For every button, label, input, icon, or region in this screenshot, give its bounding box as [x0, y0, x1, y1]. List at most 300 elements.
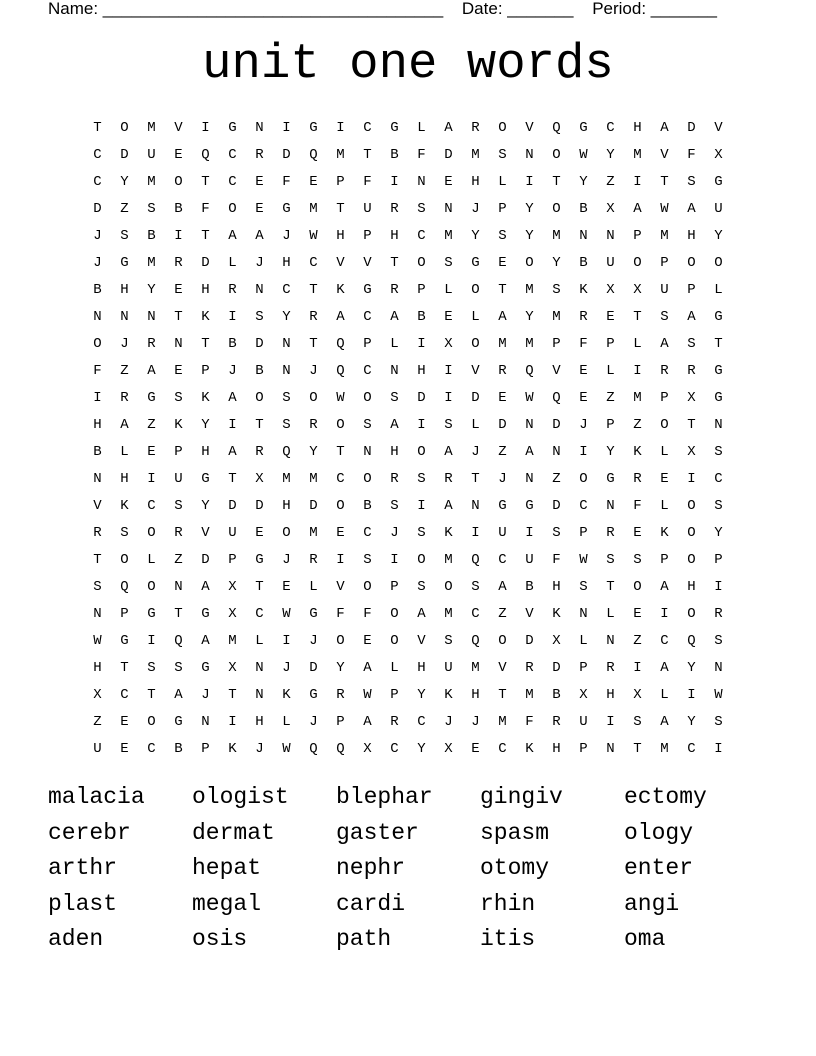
grid-letter: M	[309, 524, 318, 541]
grid-letter: M	[660, 227, 669, 244]
grid-letter: Z	[606, 173, 615, 190]
grid-letter: E	[444, 173, 453, 190]
grid-letter: T	[471, 470, 480, 487]
period-field-label: Period: _______	[592, 0, 717, 18]
grid-letter: J	[282, 227, 291, 244]
grid-letter: P	[201, 362, 210, 379]
grid-letter: O	[417, 443, 426, 460]
grid-letter: T	[174, 308, 183, 325]
grid-letter: X	[228, 605, 237, 622]
grid-letter: N	[174, 578, 183, 595]
grid-letter: M	[471, 146, 480, 163]
grid-letter: V	[417, 632, 426, 649]
grid-letter: Z	[120, 362, 129, 379]
grid-letter: V	[714, 119, 723, 136]
grid-letter: M	[228, 632, 237, 649]
grid-letter: X	[687, 443, 696, 460]
grid-letter: C	[282, 281, 291, 298]
grid-letter: Y	[714, 524, 723, 541]
grid-letter: A	[228, 443, 237, 460]
grid-letter: T	[552, 173, 561, 190]
grid-letter: H	[93, 659, 102, 676]
grid-letter: P	[174, 443, 183, 460]
grid-letter: G	[498, 497, 507, 514]
grid-letter: P	[579, 524, 588, 541]
grid-letter: N	[255, 659, 264, 676]
grid-letter: J	[93, 227, 102, 244]
grid-letter: D	[552, 659, 561, 676]
grid-letter: Q	[201, 146, 210, 163]
word-bank-item: otomy	[480, 855, 550, 881]
grid-letter: K	[282, 686, 291, 703]
grid-letter: H	[606, 686, 615, 703]
grid-letter: Q	[336, 740, 345, 757]
word-bank-item: spasm	[480, 819, 550, 846]
grid-letter: X	[444, 740, 453, 757]
grid-letter: X	[714, 146, 723, 163]
grid-letter: S	[120, 524, 129, 541]
grid-letter: I	[417, 335, 426, 352]
grid-letter: N	[417, 173, 426, 190]
grid-letter: V	[525, 119, 534, 136]
grid-letter: U	[579, 713, 588, 730]
grid-letter: R	[228, 281, 237, 298]
grid-letter: I	[525, 524, 534, 541]
grid-letter: G	[363, 281, 372, 298]
grid-letter: T	[633, 308, 642, 325]
grid-letter: Z	[147, 416, 156, 433]
grid-letter: J	[282, 659, 291, 676]
grid-letter: V	[336, 254, 345, 271]
grid-letter: R	[120, 389, 129, 406]
grid-letter: W	[363, 686, 372, 703]
grid-letter: S	[174, 659, 183, 676]
grid-letter: G	[282, 200, 291, 217]
grid-letter: A	[633, 200, 642, 217]
grid-letter: P	[390, 686, 399, 703]
grid-letter: T	[660, 173, 669, 190]
grid-letter: H	[93, 416, 102, 433]
grid-letter: P	[606, 335, 615, 352]
grid-letter: X	[552, 632, 561, 649]
grid-letter: N	[606, 497, 615, 514]
grid-letter: I	[282, 632, 291, 649]
grid-letter: B	[255, 362, 264, 379]
word-bank-item: oma	[624, 926, 666, 952]
grid-letter: X	[606, 200, 615, 217]
grid-letter: S	[471, 578, 480, 595]
grid-letter: L	[390, 659, 399, 676]
grid-letter: R	[255, 146, 264, 163]
grid-letter: Y	[579, 173, 588, 190]
grid-letter: S	[147, 200, 156, 217]
grid-letter: B	[93, 281, 102, 298]
grid-letter: O	[336, 632, 345, 649]
grid-letter: S	[147, 659, 156, 676]
grid-letter: Y	[201, 416, 210, 433]
grid-letter: G	[120, 632, 129, 649]
grid-letter: M	[444, 551, 453, 568]
grid-letter: G	[147, 605, 156, 622]
grid-letter: T	[633, 740, 642, 757]
grid-letter: E	[255, 200, 264, 217]
grid-letter: N	[93, 308, 102, 325]
grid-letter: Q	[174, 632, 183, 649]
grid-letter: Z	[93, 713, 102, 730]
grid-letter: P	[201, 740, 210, 757]
grid-letter: G	[471, 254, 480, 271]
grid-letter: F	[363, 173, 372, 190]
grid-letter: I	[417, 497, 426, 514]
grid-letter: Q	[282, 443, 291, 460]
grid-letter: B	[93, 443, 102, 460]
grid-letter: C	[687, 740, 696, 757]
grid-letter: H	[120, 281, 129, 298]
grid-letter: Y	[417, 686, 426, 703]
grid-letter: L	[471, 308, 480, 325]
grid-letter: F	[336, 605, 345, 622]
grid-letter: M	[444, 605, 453, 622]
grid-letter: G	[255, 551, 264, 568]
grid-letter: Q	[336, 335, 345, 352]
grid-letter: H	[687, 227, 696, 244]
word-bank	[48, 780, 768, 958]
grid-letter: A	[444, 443, 453, 460]
grid-letter: I	[660, 605, 669, 622]
grid-letter: O	[687, 524, 696, 541]
grid-letter: S	[687, 173, 696, 190]
grid-letter: O	[633, 254, 642, 271]
word-bank-item: gaster	[336, 819, 419, 846]
grid-letter: O	[687, 254, 696, 271]
grid-letter: I	[633, 659, 642, 676]
grid-letter: O	[498, 632, 507, 649]
grid-letter: G	[120, 254, 129, 271]
grid-letter: D	[471, 389, 480, 406]
grid-letter: R	[498, 362, 507, 379]
grid-letter: G	[714, 173, 723, 190]
grid-letter: D	[93, 200, 102, 217]
grid-letter: J	[498, 470, 507, 487]
grid-letter: U	[444, 659, 453, 676]
grid-letter: I	[687, 470, 696, 487]
grid-letter: N	[525, 146, 534, 163]
grid-letter: U	[606, 254, 615, 271]
grid-letter: Y	[336, 659, 345, 676]
grid-letter: C	[498, 740, 507, 757]
word-bank-item: cardi	[336, 890, 406, 917]
grid-letter: X	[363, 740, 372, 757]
grid-letter: R	[309, 308, 318, 325]
grid-letter: U	[363, 200, 372, 217]
grid-letter: T	[255, 416, 264, 433]
grid-letter: E	[606, 308, 615, 325]
grid-letter: D	[201, 254, 210, 271]
grid-letter: I	[336, 551, 345, 568]
grid-letter: P	[579, 659, 588, 676]
grid-letter: A	[498, 308, 507, 325]
grid-letter: K	[201, 389, 210, 406]
grid-letter: Q	[120, 578, 129, 595]
grid-letter: L	[444, 281, 453, 298]
grid-letter: W	[714, 686, 723, 703]
grid-letter: J	[309, 713, 318, 730]
grid-letter: B	[525, 578, 534, 595]
grid-letter: L	[255, 632, 264, 649]
grid-letter: R	[390, 470, 399, 487]
word-bank-item: osis	[192, 926, 248, 952]
grid-letter: C	[363, 524, 372, 541]
grid-letter: X	[606, 281, 615, 298]
grid-letter: Y	[282, 308, 291, 325]
grid-letter: R	[525, 659, 534, 676]
grid-letter: E	[660, 470, 669, 487]
grid-letter: W	[282, 605, 291, 622]
grid-letter: O	[660, 416, 669, 433]
grid-letter: B	[174, 200, 183, 217]
grid-letter: H	[390, 227, 399, 244]
grid-letter: D	[255, 335, 264, 352]
grid-letter: D	[444, 146, 453, 163]
grid-letter: E	[633, 524, 642, 541]
grid-letter: Y	[552, 254, 561, 271]
grid-letter: O	[147, 578, 156, 595]
grid-letter: P	[687, 281, 696, 298]
grid-letter: T	[336, 200, 345, 217]
grid-letter: N	[174, 335, 183, 352]
grid-letter: M	[147, 173, 156, 190]
grid-letter: N	[201, 713, 210, 730]
grid-letter: J	[228, 362, 237, 379]
grid-letter: G	[201, 659, 210, 676]
grid-letter: B	[174, 740, 183, 757]
grid-letter: Y	[525, 200, 534, 217]
page-title: unit one words	[202, 36, 614, 92]
grid-letter: P	[552, 335, 561, 352]
word-bank-item: rhin	[480, 890, 536, 917]
grid-letter: J	[471, 443, 480, 460]
grid-letter: T	[498, 281, 507, 298]
word-bank-item: arthr	[48, 855, 118, 881]
grid-letter: Y	[525, 227, 534, 244]
grid-letter: N	[525, 470, 534, 487]
grid-letter: V	[525, 605, 534, 622]
grid-letter: I	[687, 686, 696, 703]
grid-letter: T	[228, 470, 237, 487]
grid-letter: V	[660, 146, 669, 163]
grid-letter: J	[390, 524, 399, 541]
grid-letter: Z	[633, 632, 642, 649]
grid-letter: I	[714, 578, 723, 595]
grid-letter: D	[687, 119, 696, 136]
grid-letter: I	[444, 362, 453, 379]
grid-letter: I	[471, 524, 480, 541]
grid-letter: I	[228, 308, 237, 325]
grid-letter: I	[336, 119, 345, 136]
grid-letter: V	[498, 659, 507, 676]
grid-letter: N	[93, 605, 102, 622]
grid-letter: A	[147, 362, 156, 379]
grid-letter: O	[147, 524, 156, 541]
grid-letter: L	[606, 362, 615, 379]
grid-letter: M	[309, 200, 318, 217]
grid-letter: N	[714, 659, 723, 676]
grid-letter: T	[336, 443, 345, 460]
grid-letter: A	[660, 578, 669, 595]
grid-letter: S	[417, 200, 426, 217]
grid-letter: A	[660, 659, 669, 676]
grid-letter: R	[309, 551, 318, 568]
word-bank-item: gingiv	[480, 784, 563, 810]
grid-letter: T	[93, 551, 102, 568]
grid-letter: Q	[687, 632, 696, 649]
grid-letter: X	[228, 659, 237, 676]
grid-letter: V	[552, 362, 561, 379]
grid-letter: E	[498, 254, 507, 271]
grid-letter: R	[336, 686, 345, 703]
grid-letter: D	[498, 416, 507, 433]
grid-letter: N	[606, 740, 615, 757]
grid-letter: E	[174, 146, 183, 163]
grid-letter: D	[309, 659, 318, 676]
grid-letter: E	[498, 389, 507, 406]
grid-letter: T	[606, 578, 615, 595]
grid-letter: T	[201, 227, 210, 244]
grid-letter: E	[120, 740, 129, 757]
grid-letter: O	[417, 254, 426, 271]
grid-letter: H	[633, 119, 642, 136]
grid-letter: F	[417, 146, 426, 163]
grid-letter: T	[309, 335, 318, 352]
grid-letter: L	[714, 281, 723, 298]
grid-letter: D	[228, 497, 237, 514]
grid-letter: E	[444, 308, 453, 325]
grid-letter: G	[390, 119, 399, 136]
grid-letter: L	[282, 713, 291, 730]
grid-letter: N	[120, 308, 129, 325]
grid-letter: A	[498, 578, 507, 595]
grid-letter: J	[120, 335, 129, 352]
grid-letter: A	[525, 443, 534, 460]
grid-letter: I	[633, 362, 642, 379]
grid-letter: Y	[606, 146, 615, 163]
grid-letter: O	[633, 578, 642, 595]
grid-letter: N	[552, 443, 561, 460]
grid-letter: O	[687, 605, 696, 622]
grid-letter: I	[444, 389, 453, 406]
grid-letter: P	[579, 740, 588, 757]
grid-letter: P	[363, 335, 372, 352]
grid-letter: R	[390, 281, 399, 298]
grid-letter: N	[93, 470, 102, 487]
grid-letter: I	[147, 470, 156, 487]
grid-letter: E	[579, 389, 588, 406]
grid-letter: G	[579, 119, 588, 136]
grid-letter: K	[120, 497, 129, 514]
word-bank-item: plast	[48, 890, 118, 917]
grid-letter: O	[498, 119, 507, 136]
grid-letter: Q	[309, 740, 318, 757]
grid-letter: G	[525, 497, 534, 514]
grid-letter: E	[633, 605, 642, 622]
grid-letter: A	[444, 497, 453, 514]
grid-letter: R	[174, 524, 183, 541]
word-bank-item: cerebr	[48, 819, 131, 846]
grid-letter: S	[606, 551, 615, 568]
worksheet-header	[48, 0, 717, 20]
grid-letter: Y	[687, 659, 696, 676]
grid-letter: S	[498, 227, 507, 244]
grid-letter: T	[201, 173, 210, 190]
grid-letter: S	[363, 416, 372, 433]
grid-letter: B	[147, 227, 156, 244]
grid-letter: T	[228, 686, 237, 703]
grid-letter: U	[660, 281, 669, 298]
grid-letter: L	[579, 632, 588, 649]
grid-letter: H	[336, 227, 345, 244]
grid-letter: F	[525, 713, 534, 730]
grid-letter: M	[282, 470, 291, 487]
grid-letter: T	[363, 146, 372, 163]
grid-letter: Y	[714, 227, 723, 244]
grid-letter: T	[255, 578, 264, 595]
grid-letter: S	[174, 497, 183, 514]
grid-letter: W	[579, 146, 588, 163]
grid-letter: J	[255, 254, 264, 271]
grid-letter: D	[552, 497, 561, 514]
grid-letter: Y	[687, 713, 696, 730]
grid-letter: S	[390, 389, 399, 406]
grid-letter: I	[714, 740, 723, 757]
grid-letter: F	[687, 146, 696, 163]
grid-letter: S	[417, 470, 426, 487]
grid-letter: O	[147, 713, 156, 730]
grid-letter: S	[498, 146, 507, 163]
grid-letter: C	[93, 173, 102, 190]
grid-letter: A	[660, 119, 669, 136]
grid-letter: O	[120, 119, 129, 136]
grid-letter: I	[579, 443, 588, 460]
grid-letter: U	[147, 146, 156, 163]
grid-letter: W	[282, 740, 291, 757]
grid-letter: I	[606, 713, 615, 730]
grid-letter: C	[147, 497, 156, 514]
grid-letter: Y	[309, 443, 318, 460]
grid-letter: S	[255, 308, 264, 325]
grid-letter: F	[282, 173, 291, 190]
grid-letter: X	[93, 686, 102, 703]
grid-letter: C	[471, 605, 480, 622]
grid-letter: R	[471, 119, 480, 136]
grid-letter: U	[498, 524, 507, 541]
grid-letter: D	[417, 389, 426, 406]
grid-letter: P	[498, 200, 507, 217]
grid-letter: V	[471, 362, 480, 379]
grid-letter: L	[606, 605, 615, 622]
grid-letter: L	[228, 254, 237, 271]
grid-letter: O	[525, 254, 534, 271]
grid-letter: N	[255, 119, 264, 136]
word-bank-item: blephar	[336, 784, 433, 810]
grid-letter: R	[633, 470, 642, 487]
grid-letter: R	[444, 470, 453, 487]
grid-letter: D	[309, 497, 318, 514]
grid-letter: X	[633, 281, 642, 298]
grid-letter: A	[363, 713, 372, 730]
grid-letter: O	[363, 470, 372, 487]
grid-letter: G	[174, 713, 183, 730]
word-bank-item: hepat	[192, 855, 262, 881]
